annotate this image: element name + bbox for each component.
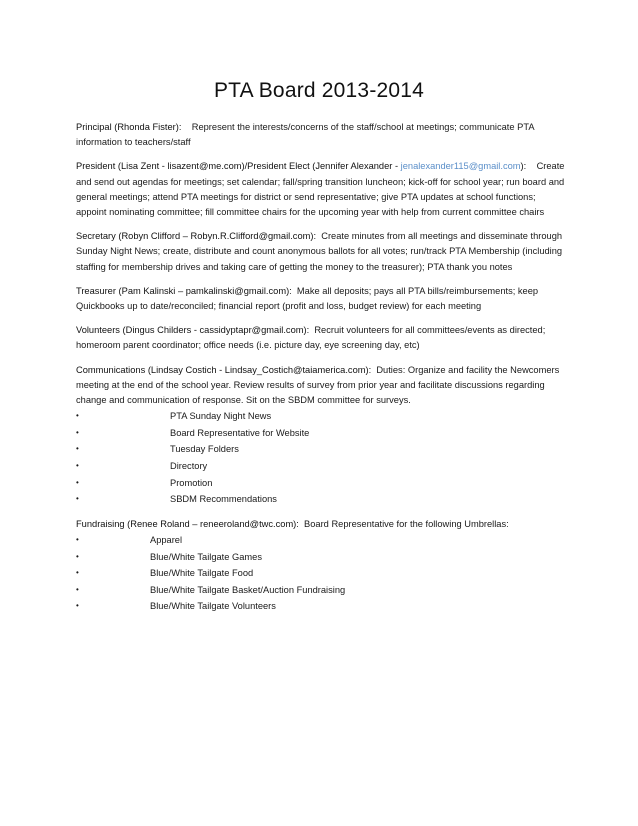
list-item-text: Tuesday Folders — [170, 444, 239, 455]
list-item-text: Promotion — [170, 477, 213, 488]
document-body — [76, 120, 566, 624]
fundraising-duties: Board Representative for the following Umbrellas: — [304, 518, 509, 529]
list-item — [76, 582, 566, 599]
page-title: PTA Board 2013-2014 — [213, 79, 425, 102]
treasurer-duties: Make all deposits; pays all PTA bills/reimbursements; keep Quickbooks up to date/reconciled; financial report (profit and loss, budget review) for each meeting — [76, 285, 539, 312]
bullet-icon: • — [76, 601, 79, 611]
bullet-icon: • — [76, 427, 79, 437]
section-principal — [76, 120, 566, 150]
list-item — [76, 565, 566, 582]
list-item — [76, 549, 566, 566]
section-principal-paragraph — [76, 120, 566, 150]
list-item-text: Apparel — [150, 535, 183, 546]
bullet-icon: • — [76, 584, 79, 594]
list-item-text: PTA Sunday Night News — [170, 411, 272, 422]
volunteers-duties: Recruit volunteers for all committees/events as directed; homeroom parent coordinator; office needs (i.e. picture day, eye screening day, etc) — [76, 325, 546, 351]
section-communications-paragraph — [76, 363, 566, 409]
bullet-icon: • — [76, 494, 79, 504]
list-item — [76, 491, 566, 508]
list-item-text: Directory — [170, 461, 208, 472]
list-item-text: Blue/White Tailgate Games — [150, 551, 262, 562]
bullet-icon: • — [76, 551, 79, 561]
list-item — [76, 408, 566, 425]
fundraising-list — [76, 532, 566, 615]
list-item — [76, 475, 566, 492]
section-treasurer — [76, 284, 566, 314]
list-item-text: SBDM Recommendations — [170, 494, 277, 505]
section-communications — [76, 363, 566, 508]
section-volunteers-paragraph — [76, 323, 566, 353]
list-item-text: Blue/White Tailgate Basket/Auction Fundraising — [150, 584, 346, 595]
role-fundraising: Fundraising (Renee Roland – reneeroland@twc.com): — [76, 518, 299, 529]
section-president — [76, 159, 566, 220]
role-communications: Communications (Lindsay Costich - Lindsay_Costich@taiamerica.com): — [76, 364, 372, 375]
president-elect-email-link[interactable]: jenalexander115@gmail.com — [400, 161, 521, 172]
bullet-icon: • — [76, 535, 79, 545]
section-volunteers — [76, 323, 566, 353]
role-principal: Principal (Rhonda Fister): — [76, 122, 182, 132]
role-president-close: ): — [520, 161, 527, 172]
section-treasurer-paragraph — [76, 284, 566, 314]
secretary-duties: Create minutes from all meetings and disseminate through Sunday Night News; create, distribute and count anonymous ballots for all votes; run/track PTA Membership (including staffing for membership drives and taking care of getting the money to the treasurer); PTA thank you notes — [76, 231, 563, 272]
bullet-icon: • — [76, 461, 79, 471]
list-item — [76, 425, 566, 442]
list-item — [76, 458, 566, 475]
communications-list — [76, 408, 566, 508]
bullet-icon: • — [76, 411, 79, 421]
list-item-text: Blue/White Tailgate Food — [150, 568, 254, 579]
principal-duties: Represent the interests/concerns of the staff/school at meetings; communicate PTA information to teachers/staff — [76, 122, 535, 148]
role-president: President (Lisa Zent - lisazent@me.com)/President Elect (Jennifer Alexander - — [76, 161, 399, 172]
bullet-icon: • — [76, 444, 79, 454]
section-secretary-paragraph — [76, 229, 566, 275]
role-volunteers: Volunteers (Dingus Childers - cassidyptapr@gmail.com): — [76, 325, 310, 336]
bullet-icon: • — [76, 568, 79, 578]
role-treasurer: Treasurer (Pam Kalinski – pamkalinski@gmail.com): — [76, 285, 292, 296]
section-fundraising — [76, 517, 566, 615]
list-item — [76, 532, 566, 549]
list-item — [76, 441, 566, 458]
bullet-icon: • — [76, 477, 79, 487]
section-secretary — [76, 229, 566, 275]
list-item-text: Board Representative for Website — [170, 427, 310, 438]
role-secretary: Secretary (Robyn Clifford – Robyn.R.Clifford@gmail.com): — [76, 231, 317, 242]
list-item — [76, 598, 566, 615]
president-duties: Create and send out agendas for meetings; set calendar; fall/spring transition luncheon; kick-off for school year; run board and general meetings; attend PTA meetings for district or send representative; give PTA updates at school functions; appoint nominating committee; fill committee chairs for the upcoming year with help from current committee chairs — [76, 161, 565, 218]
section-president-paragraph — [76, 159, 566, 220]
list-item-text: Blue/White Tailgate Volunteers — [150, 601, 276, 612]
section-fundraising-paragraph — [76, 517, 566, 532]
communications-duties: Duties: Organize and facility the Newcomers meeting at the end of the school year. Review results of survey from prior year and facilitate discussions regarding change and communication of response. Sit on the SBDM committee for surveys. — [76, 364, 560, 406]
